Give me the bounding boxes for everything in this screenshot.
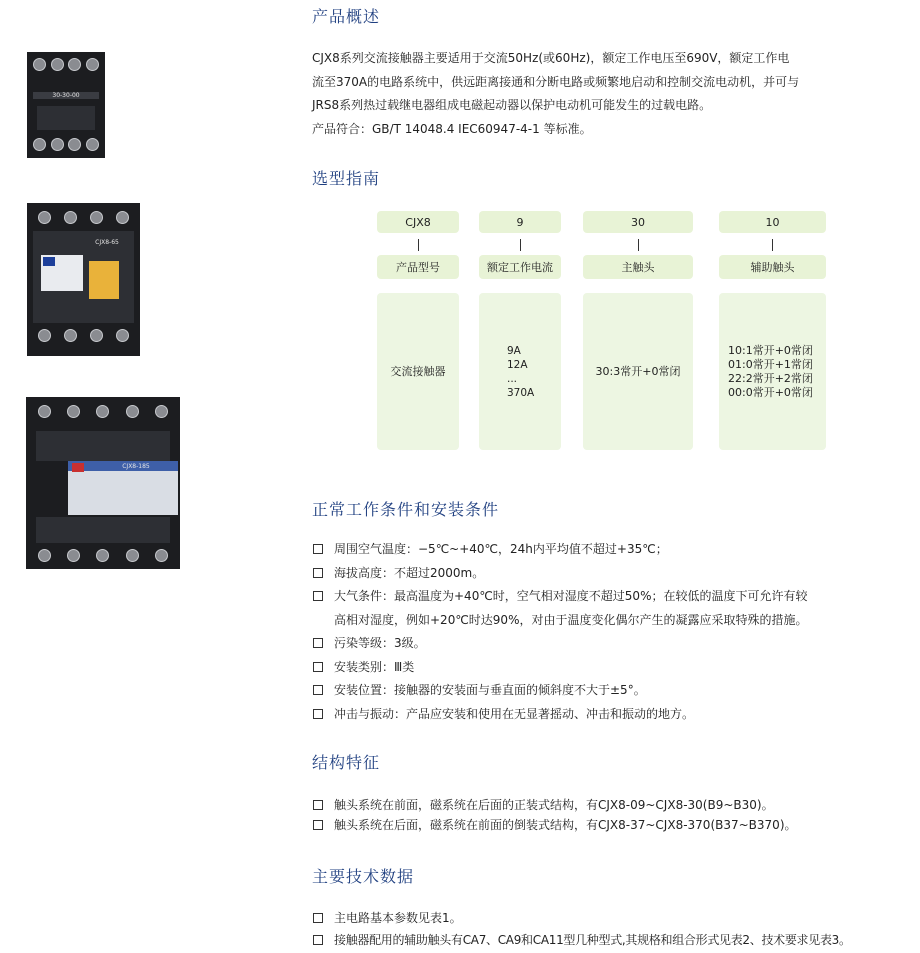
conditions-list [312,538,907,726]
list-item: 安装类别：Ⅲ类 [312,656,907,680]
model-label: CJX8-185 [122,463,150,470]
list-item: 安装位置：接触器的安装面与垂直面的倾斜度不大于±5°。 [312,679,907,703]
terminal-row-bottom [30,549,176,562]
desc-line: 30:3常开+0常闭 [595,364,681,378]
checkbox-icon [313,662,323,672]
tech-data-heading: 主要技术数据 [312,867,415,886]
terminal-row-bottom [31,138,101,151]
list-item: 大气条件：最高温度为+40℃时，空气相对湿度不超过50%；在较低的温度下可允许有较 高相对湿度，例如+20℃时达90%，对由于温度变化偶尔产生的凝露应采取特殊的措施。 [312,585,907,632]
list-item: 冲击与振动：产品应安装和使用在无显著摇动、冲击和振动的地方。 [312,703,907,727]
checkbox-icon [313,568,323,578]
structure-heading: 结构特征 [312,753,381,772]
connector-line [638,239,639,251]
desc-box-current [479,293,561,450]
connector-line [772,239,773,251]
desc-box-main-contact [583,293,693,450]
list-item: 触头系统在后面，磁系统在前面的倒装式结构，有CJX8-37~CJX8-370(B37~B370)。 [312,815,907,835]
code-chip-model: CJX8 [377,211,459,233]
desc-line: 01:0常开+1常闭 [728,357,813,371]
terminal-row-bottom [31,329,136,342]
checkbox-icon [313,544,323,554]
checkbox-icon [313,591,323,601]
checkbox-icon [313,638,323,648]
product-photo-medium [27,203,140,356]
conditions-heading: 正常工作条件和安装条件 [312,500,500,519]
desc-line: ... [507,372,518,385]
overview-paragraph [312,47,902,141]
desc-line: 12A [507,358,528,371]
list-item: 主电路基本参数见表1。 [312,907,912,929]
selection-guide-heading: 选型指南 [312,169,381,188]
desc-box-model [377,293,459,450]
overview-line: 流至370A的电路系统中，供远距离接通和分断电路或频繁地启动和控制交流电动机，并可与 [312,74,800,89]
connector-line [418,239,419,251]
desc-line: 00:0常开+0常闭 [728,385,813,399]
lower-housing [36,517,170,543]
overview-line: CJX8系列交流接触器主要适用于交流50Hz(或60Hz)，额定工作电压至690V，额定工作电 [312,51,790,65]
housing-panel [37,106,95,130]
brand-logo [72,463,84,472]
desc-line: 9A [507,344,521,357]
connector-line [520,239,521,251]
tech-data-list [312,907,912,951]
code-chip-main-contact: 30 [583,211,693,233]
label-chip-main-contact: 主触头 [583,255,693,279]
terminal-row-top [31,58,101,71]
label-chip-model: 产品型号 [377,255,459,279]
desc-line: 10:1常开+0常闭 [728,343,813,357]
product-photo-small [27,52,105,158]
overview-line: JRS8系列热过载继电器组成电磁起动器以保护电动机可能发生的过载电路。 [312,98,712,112]
overview-heading: 产品概述 [312,7,381,26]
list-item: 海拔高度：不超过2000m。 [312,562,907,586]
model-label: 30-30-00 [52,92,80,99]
terminal-row-top [30,405,176,418]
list-item: 触头系统在前面，磁系统在后面的正装式结构，有CJX8-09~CJX8-30(B9~B30)。 [312,795,907,815]
label-chip-current: 额定工作电流 [479,255,561,279]
list-item: 周围空气温度：−5℃~+40℃，24h内平均值不超过+35℃； [312,538,907,562]
desc-line: 22:2常开+2常闭 [728,371,813,385]
checkbox-icon [313,820,323,830]
checkbox-icon [313,709,323,719]
terminal-row-top [31,211,136,224]
product-photo-large [26,397,180,569]
checkbox-icon [313,913,323,923]
checkbox-icon [313,685,323,695]
checkbox-icon [313,800,323,810]
label-chip-aux-contact: 辅助触头 [719,255,826,279]
model-label: CJX8-65 [95,239,119,246]
checkbox-icon [313,935,323,945]
brand-logo [43,257,55,266]
list-item: 污染等级：3级。 [312,632,907,656]
list-item: 接触器配用的辅助触头有CA7、CA9和CA11型几种型式,其规格和组合形式见表2、技术要求见表3。 [312,929,912,951]
overview-standards: 产品符合：GB/T 14048.4 IEC60947-4-1 等标准。 [312,121,592,136]
code-chip-aux-contact: 10 [719,211,826,233]
code-chip-current: 9 [479,211,561,233]
desc-line: 交流接触器 [390,364,446,378]
coil-window [89,261,119,299]
desc-line: 370A [507,386,535,399]
upper-housing [36,431,170,461]
structure-list [312,795,907,835]
desc-box-aux-contact [719,293,826,450]
